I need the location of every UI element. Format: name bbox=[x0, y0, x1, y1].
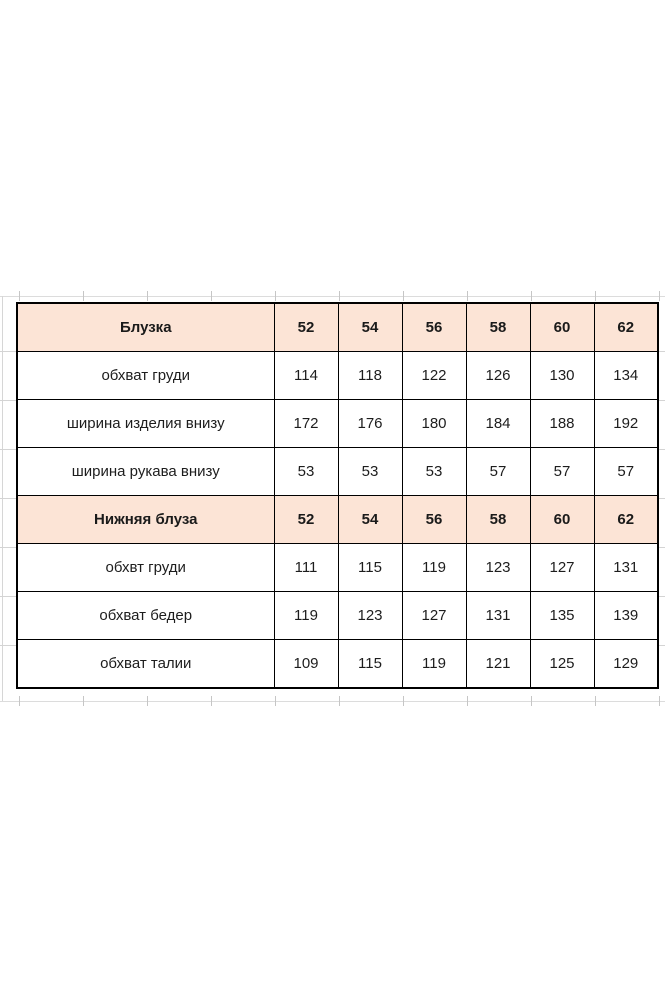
value-cell: 57 bbox=[466, 448, 530, 496]
sheet-gridline-ticks-bottom bbox=[0, 696, 665, 706]
sheet-gridline-ticks-top bbox=[0, 291, 665, 301]
size-header-cell: 54 bbox=[338, 496, 402, 544]
size-header-cell: 62 bbox=[594, 496, 658, 544]
size-table bbox=[16, 302, 659, 689]
value-cell: 176 bbox=[338, 400, 402, 448]
value-cell: 130 bbox=[530, 352, 594, 400]
value-cell: 119 bbox=[402, 544, 466, 592]
table-header-row-blouse bbox=[17, 303, 658, 352]
value-cell: 188 bbox=[530, 400, 594, 448]
sheet-gridline-stubs-right bbox=[658, 303, 665, 648]
size-header-cell: 60 bbox=[530, 496, 594, 544]
value-cell: 123 bbox=[338, 592, 402, 640]
value-cell: 127 bbox=[402, 592, 466, 640]
row-label: ширина рукава внизу bbox=[17, 448, 274, 496]
value-cell: 57 bbox=[530, 448, 594, 496]
value-cell: 114 bbox=[274, 352, 338, 400]
row-label: ширина изделия внизу bbox=[17, 400, 274, 448]
table-header-row-lower-blouse bbox=[17, 496, 658, 544]
size-header-cell: 54 bbox=[338, 303, 402, 352]
value-cell: 126 bbox=[466, 352, 530, 400]
size-header-cell: 56 bbox=[402, 303, 466, 352]
value-cell: 119 bbox=[274, 592, 338, 640]
size-header-cell: 58 bbox=[466, 303, 530, 352]
sheet-gridline-stubs-left bbox=[0, 303, 16, 648]
value-cell: 172 bbox=[274, 400, 338, 448]
value-cell: 115 bbox=[338, 544, 402, 592]
section-title-lower-blouse: Нижняя блуза bbox=[17, 496, 274, 544]
value-cell: 127 bbox=[530, 544, 594, 592]
value-cell: 192 bbox=[594, 400, 658, 448]
table-row bbox=[17, 592, 658, 640]
value-cell: 53 bbox=[402, 448, 466, 496]
value-cell: 134 bbox=[594, 352, 658, 400]
value-cell: 135 bbox=[530, 592, 594, 640]
row-label: обхвт груди bbox=[17, 544, 274, 592]
size-header-cell: 52 bbox=[274, 496, 338, 544]
table-row bbox=[17, 352, 658, 400]
value-cell: 53 bbox=[274, 448, 338, 496]
value-cell: 53 bbox=[338, 448, 402, 496]
value-cell: 131 bbox=[466, 592, 530, 640]
value-cell: 109 bbox=[274, 640, 338, 689]
value-cell: 139 bbox=[594, 592, 658, 640]
value-cell: 123 bbox=[466, 544, 530, 592]
table-row bbox=[17, 448, 658, 496]
value-cell: 125 bbox=[530, 640, 594, 689]
value-cell: 131 bbox=[594, 544, 658, 592]
value-cell: 118 bbox=[338, 352, 402, 400]
value-cell: 180 bbox=[402, 400, 466, 448]
row-label: обхват талии bbox=[17, 640, 274, 689]
value-cell: 129 bbox=[594, 640, 658, 689]
value-cell: 119 bbox=[402, 640, 466, 689]
size-header-cell: 56 bbox=[402, 496, 466, 544]
value-cell: 57 bbox=[594, 448, 658, 496]
size-header-cell: 60 bbox=[530, 303, 594, 352]
size-header-cell: 62 bbox=[594, 303, 658, 352]
value-cell: 121 bbox=[466, 640, 530, 689]
row-label: обхват бедер bbox=[17, 592, 274, 640]
table-row bbox=[17, 544, 658, 592]
table-row bbox=[17, 640, 658, 689]
value-cell: 122 bbox=[402, 352, 466, 400]
section-title-blouse: Блузка bbox=[17, 303, 274, 352]
value-cell: 115 bbox=[338, 640, 402, 689]
table-row bbox=[17, 400, 658, 448]
value-cell: 111 bbox=[274, 544, 338, 592]
size-header-cell: 58 bbox=[466, 496, 530, 544]
value-cell: 184 bbox=[466, 400, 530, 448]
size-header-cell: 52 bbox=[274, 303, 338, 352]
row-label: обхват груди bbox=[17, 352, 274, 400]
